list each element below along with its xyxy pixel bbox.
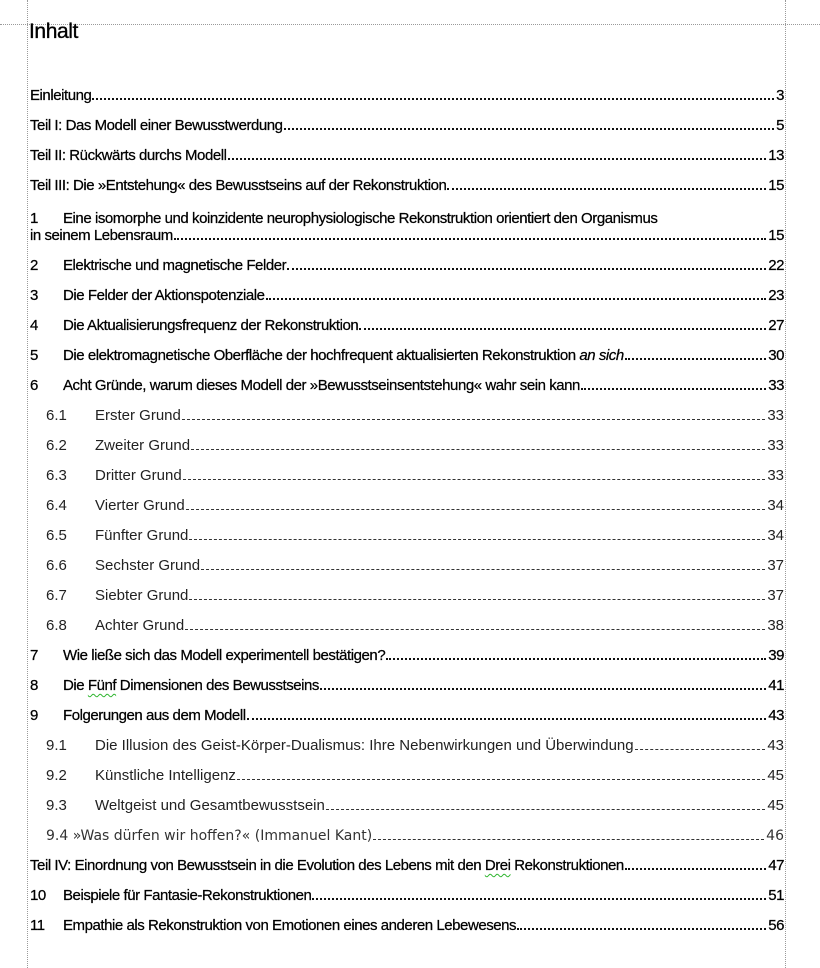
toc-entry-number: 6.8 <box>46 617 67 634</box>
toc-entry-page: 38 <box>767 617 784 634</box>
dot-leader <box>287 268 766 270</box>
toc-entry-page: 22 <box>768 257 784 274</box>
toc-entry-title: Weltgeist und Gesamtbewusstsein <box>95 797 325 814</box>
toc-subentry-9-3[interactable] <box>30 788 784 818</box>
toc-entry-number: 9 <box>30 707 38 724</box>
dot-leader <box>284 128 775 130</box>
toc-entry-title: Vierter Grund <box>95 497 185 514</box>
top-margin-guide <box>0 24 820 25</box>
toc-entry-page: 41 <box>768 677 784 694</box>
toc-entry-chapter-9[interactable] <box>30 698 784 728</box>
toc-subentry-6-4[interactable] <box>30 488 784 518</box>
toc-entry-page: 13 <box>768 147 784 164</box>
toc-subentry-6-8[interactable] <box>30 608 784 638</box>
toc-entry-title: Achter Grund <box>95 617 185 634</box>
toc-entry-number: 6.5 <box>46 527 67 544</box>
toc-entry-chapter-11[interactable] <box>30 908 784 938</box>
toc-subentry-9-4[interactable] <box>30 818 784 848</box>
dash-leader <box>373 839 764 840</box>
dot-leader <box>359 328 766 330</box>
toc-entry-chapter-1[interactable] <box>30 198 784 248</box>
dot-leader <box>228 158 767 160</box>
toc-entry-title: Elektrische und magnetische Felder <box>63 257 287 274</box>
toc-entry-page: 27 <box>768 317 784 334</box>
toc-subentry-9-2[interactable] <box>30 758 784 788</box>
toc-subentry-6-1[interactable] <box>30 398 784 428</box>
toc-entry-title-emphasis: an sich <box>579 347 624 364</box>
toc-entry-title: Die Aktualisierungsfrequenz der Rekonstruktion <box>63 317 359 334</box>
toc-entry-number: 6.3 <box>46 467 67 484</box>
toc-entry-einleitung[interactable] <box>30 78 784 108</box>
toc-entry-number: 6.4 <box>46 497 67 514</box>
toc-entry-number: 11 <box>30 917 45 934</box>
toc-entry-number: 1 <box>30 210 38 227</box>
dash-leader <box>182 419 765 420</box>
toc-entry-title <box>63 677 319 694</box>
dot-leader <box>581 388 766 390</box>
dash-leader <box>189 599 765 600</box>
toc-entry-number: 9.3 <box>46 797 67 814</box>
toc-entry-chapter-10[interactable] <box>30 878 784 908</box>
toc-entry-page: 15 <box>768 227 784 244</box>
toc-entry-number: 6.6 <box>46 557 67 574</box>
dot-leader <box>447 188 766 190</box>
toc-entry-page: 45 <box>767 797 784 814</box>
dot-leader <box>247 718 767 720</box>
toc-entry-page: 56 <box>768 917 784 934</box>
toc-entry-number: 9.1 <box>46 737 67 754</box>
toc-entry-title: Die Felder der Aktionspotenziale <box>63 287 265 304</box>
dash-leader <box>191 449 765 450</box>
toc-subentry-9-1[interactable] <box>30 728 784 758</box>
toc-entry-title-text: Die elektromagnetische Oberfläche der hochfrequent aktualisierten Rekonstruktion <box>63 347 576 364</box>
toc-entry-title-pre: Teil IV: Einordnung von Bewusstsein in die Evolution des Lebens mit den <box>30 857 485 874</box>
toc-entry-page: 39 <box>768 647 784 664</box>
toc-entry-page: 37 <box>767 557 784 574</box>
toc-entry-chapter-6[interactable] <box>30 368 784 398</box>
table-of-contents <box>30 78 784 938</box>
toc-entry-chapter-2[interactable] <box>30 248 784 278</box>
toc-entry-title: Wie ließe sich das Modell experimentell bestätigen? <box>63 647 386 664</box>
toc-entry-page: 46 <box>766 828 784 844</box>
grammar-flagged-word[interactable]: Drei <box>484 857 511 874</box>
toc-entry-page: 51 <box>768 887 784 904</box>
dash-leader <box>189 539 765 540</box>
toc-entry-page: 15 <box>768 177 784 194</box>
toc-entry-number: 6 <box>30 377 38 394</box>
toc-entry-title: 9.4 »Was dürfen wir hoffen?« (Immanuel Kant) <box>46 828 373 844</box>
dash-leader <box>326 809 765 810</box>
toc-entry-number: 7 <box>30 647 38 664</box>
left-margin-guide <box>27 0 28 968</box>
toc-entry-title-pre: Die <box>63 677 88 694</box>
dash-leader <box>237 779 765 780</box>
toc-entry-page: 5 <box>776 117 784 134</box>
toc-entry-title-post: Dimensionen des Bewusstseins <box>116 677 319 694</box>
toc-entry-number: 2 <box>30 257 38 274</box>
toc-entry-number: 8 <box>30 677 38 694</box>
toc-entry-chapter-3[interactable] <box>30 278 784 308</box>
toc-entry-page: 34 <box>767 527 784 544</box>
toc-entry-page: 33 <box>767 467 784 484</box>
toc-entry-title: Zweiter Grund <box>95 437 191 454</box>
dot-leader <box>320 688 766 690</box>
dash-leader <box>186 509 766 510</box>
toc-entry-title <box>30 857 624 874</box>
toc-entry-chapter-4[interactable] <box>30 308 784 338</box>
toc-entry-title: Dritter Grund <box>95 467 182 484</box>
toc-entry-number: 9.2 <box>46 767 67 784</box>
toc-entry-page: 34 <box>767 497 784 514</box>
toc-entry-teil-2[interactable] <box>30 138 784 168</box>
toc-entry-page: 33 <box>768 377 784 394</box>
toc-entry-title <box>63 347 624 364</box>
dot-leader <box>174 238 766 240</box>
toc-entry-title: Eine isomorphe und koinzidente neurophysiologische Rekonstruktion orientiert den Organismus <box>63 210 658 227</box>
toc-entry-title: Sechster Grund <box>95 557 201 574</box>
toc-entry-title: Teil III: Die »Entstehung« des Bewusstseins auf der Rekonstruktion <box>30 177 447 194</box>
toc-entry-teil-1[interactable] <box>30 108 784 138</box>
toc-entry-number: 4 <box>30 317 38 334</box>
toc-subentry-6-3[interactable] <box>30 458 784 488</box>
toc-entry-page: 43 <box>768 707 784 724</box>
dash-leader <box>201 569 765 570</box>
toc-heading: Inhalt <box>29 20 78 43</box>
toc-subentry-6-5[interactable] <box>30 518 784 548</box>
dot-leader <box>625 868 766 870</box>
dot-leader <box>625 358 766 360</box>
toc-entry-page: 47 <box>768 857 784 874</box>
toc-entry-chapter-7[interactable] <box>30 638 784 668</box>
dash-leader <box>635 749 766 750</box>
toc-entry-page: 37 <box>767 587 784 604</box>
toc-entry-title: Die Illusion des Geist-Körper-Dualismus: Ihre Nebenwirkungen und Überwindung <box>95 737 634 754</box>
dot-leader <box>386 658 766 660</box>
toc-entry-chapter-8[interactable] <box>30 668 784 698</box>
toc-entry-number: 6.2 <box>46 437 67 454</box>
dash-leader <box>183 479 766 480</box>
toc-entry-page: 43 <box>767 737 784 754</box>
toc-entry-number: 10 <box>30 887 46 904</box>
dot-leader <box>517 928 766 930</box>
toc-entry-title: Fünfter Grund <box>95 527 189 544</box>
toc-entry-title: Folgerungen aus dem Modell <box>63 707 246 724</box>
toc-entry-teil-3[interactable] <box>30 168 784 198</box>
toc-entry-number: 5 <box>30 347 38 364</box>
toc-entry-teil-4[interactable] <box>30 848 784 878</box>
toc-subentry-6-2[interactable] <box>30 428 784 458</box>
toc-entry-page: 33 <box>767 407 784 424</box>
toc-entry-title-post: Rekonstruktionen <box>510 857 624 874</box>
toc-entry-page: 45 <box>767 767 784 784</box>
toc-subentry-6-7[interactable] <box>30 578 784 608</box>
toc-entry-title: Einleitung <box>30 87 92 104</box>
toc-entry-title: Teil I: Das Modell einer Bewusstwerdung <box>30 117 283 134</box>
dot-leader <box>266 298 767 300</box>
toc-entry-title: Künstliche Intelligenz <box>95 767 236 784</box>
toc-subentry-6-6[interactable] <box>30 548 784 578</box>
toc-entry-page: 33 <box>767 437 784 454</box>
dash-leader <box>185 629 765 630</box>
toc-entry-title: Teil II: Rückwärts durchs Modell <box>30 147 227 164</box>
grammar-flagged-word[interactable]: Fünf <box>87 677 117 694</box>
toc-entry-number: 3 <box>30 287 38 304</box>
toc-entry-title: Empathie als Rekonstruktion von Emotionen eines anderen Lebewesens <box>63 917 517 934</box>
toc-entry-title: Siebter Grund <box>95 587 189 604</box>
toc-entry-title-continuation: in seinem Lebensraum <box>30 227 173 244</box>
toc-entry-title: Erster Grund <box>95 407 181 424</box>
toc-entry-number: 6.7 <box>46 587 67 604</box>
toc-entry-title: Beispiele für Fantasie-Rekonstruktionen <box>63 887 312 904</box>
toc-entry-number: 6.1 <box>46 407 67 424</box>
right-margin-guide <box>785 0 786 968</box>
toc-entry-page: 30 <box>768 347 784 364</box>
toc-entry-page: 3 <box>776 87 784 104</box>
toc-entry-chapter-5[interactable] <box>30 338 784 368</box>
dot-leader <box>92 98 774 100</box>
dot-leader <box>312 898 766 900</box>
toc-entry-page: 23 <box>768 287 784 304</box>
toc-entry-title: Acht Gründe, warum dieses Modell der »Bewusstseinsentstehung« wahr sein kann <box>63 377 580 394</box>
